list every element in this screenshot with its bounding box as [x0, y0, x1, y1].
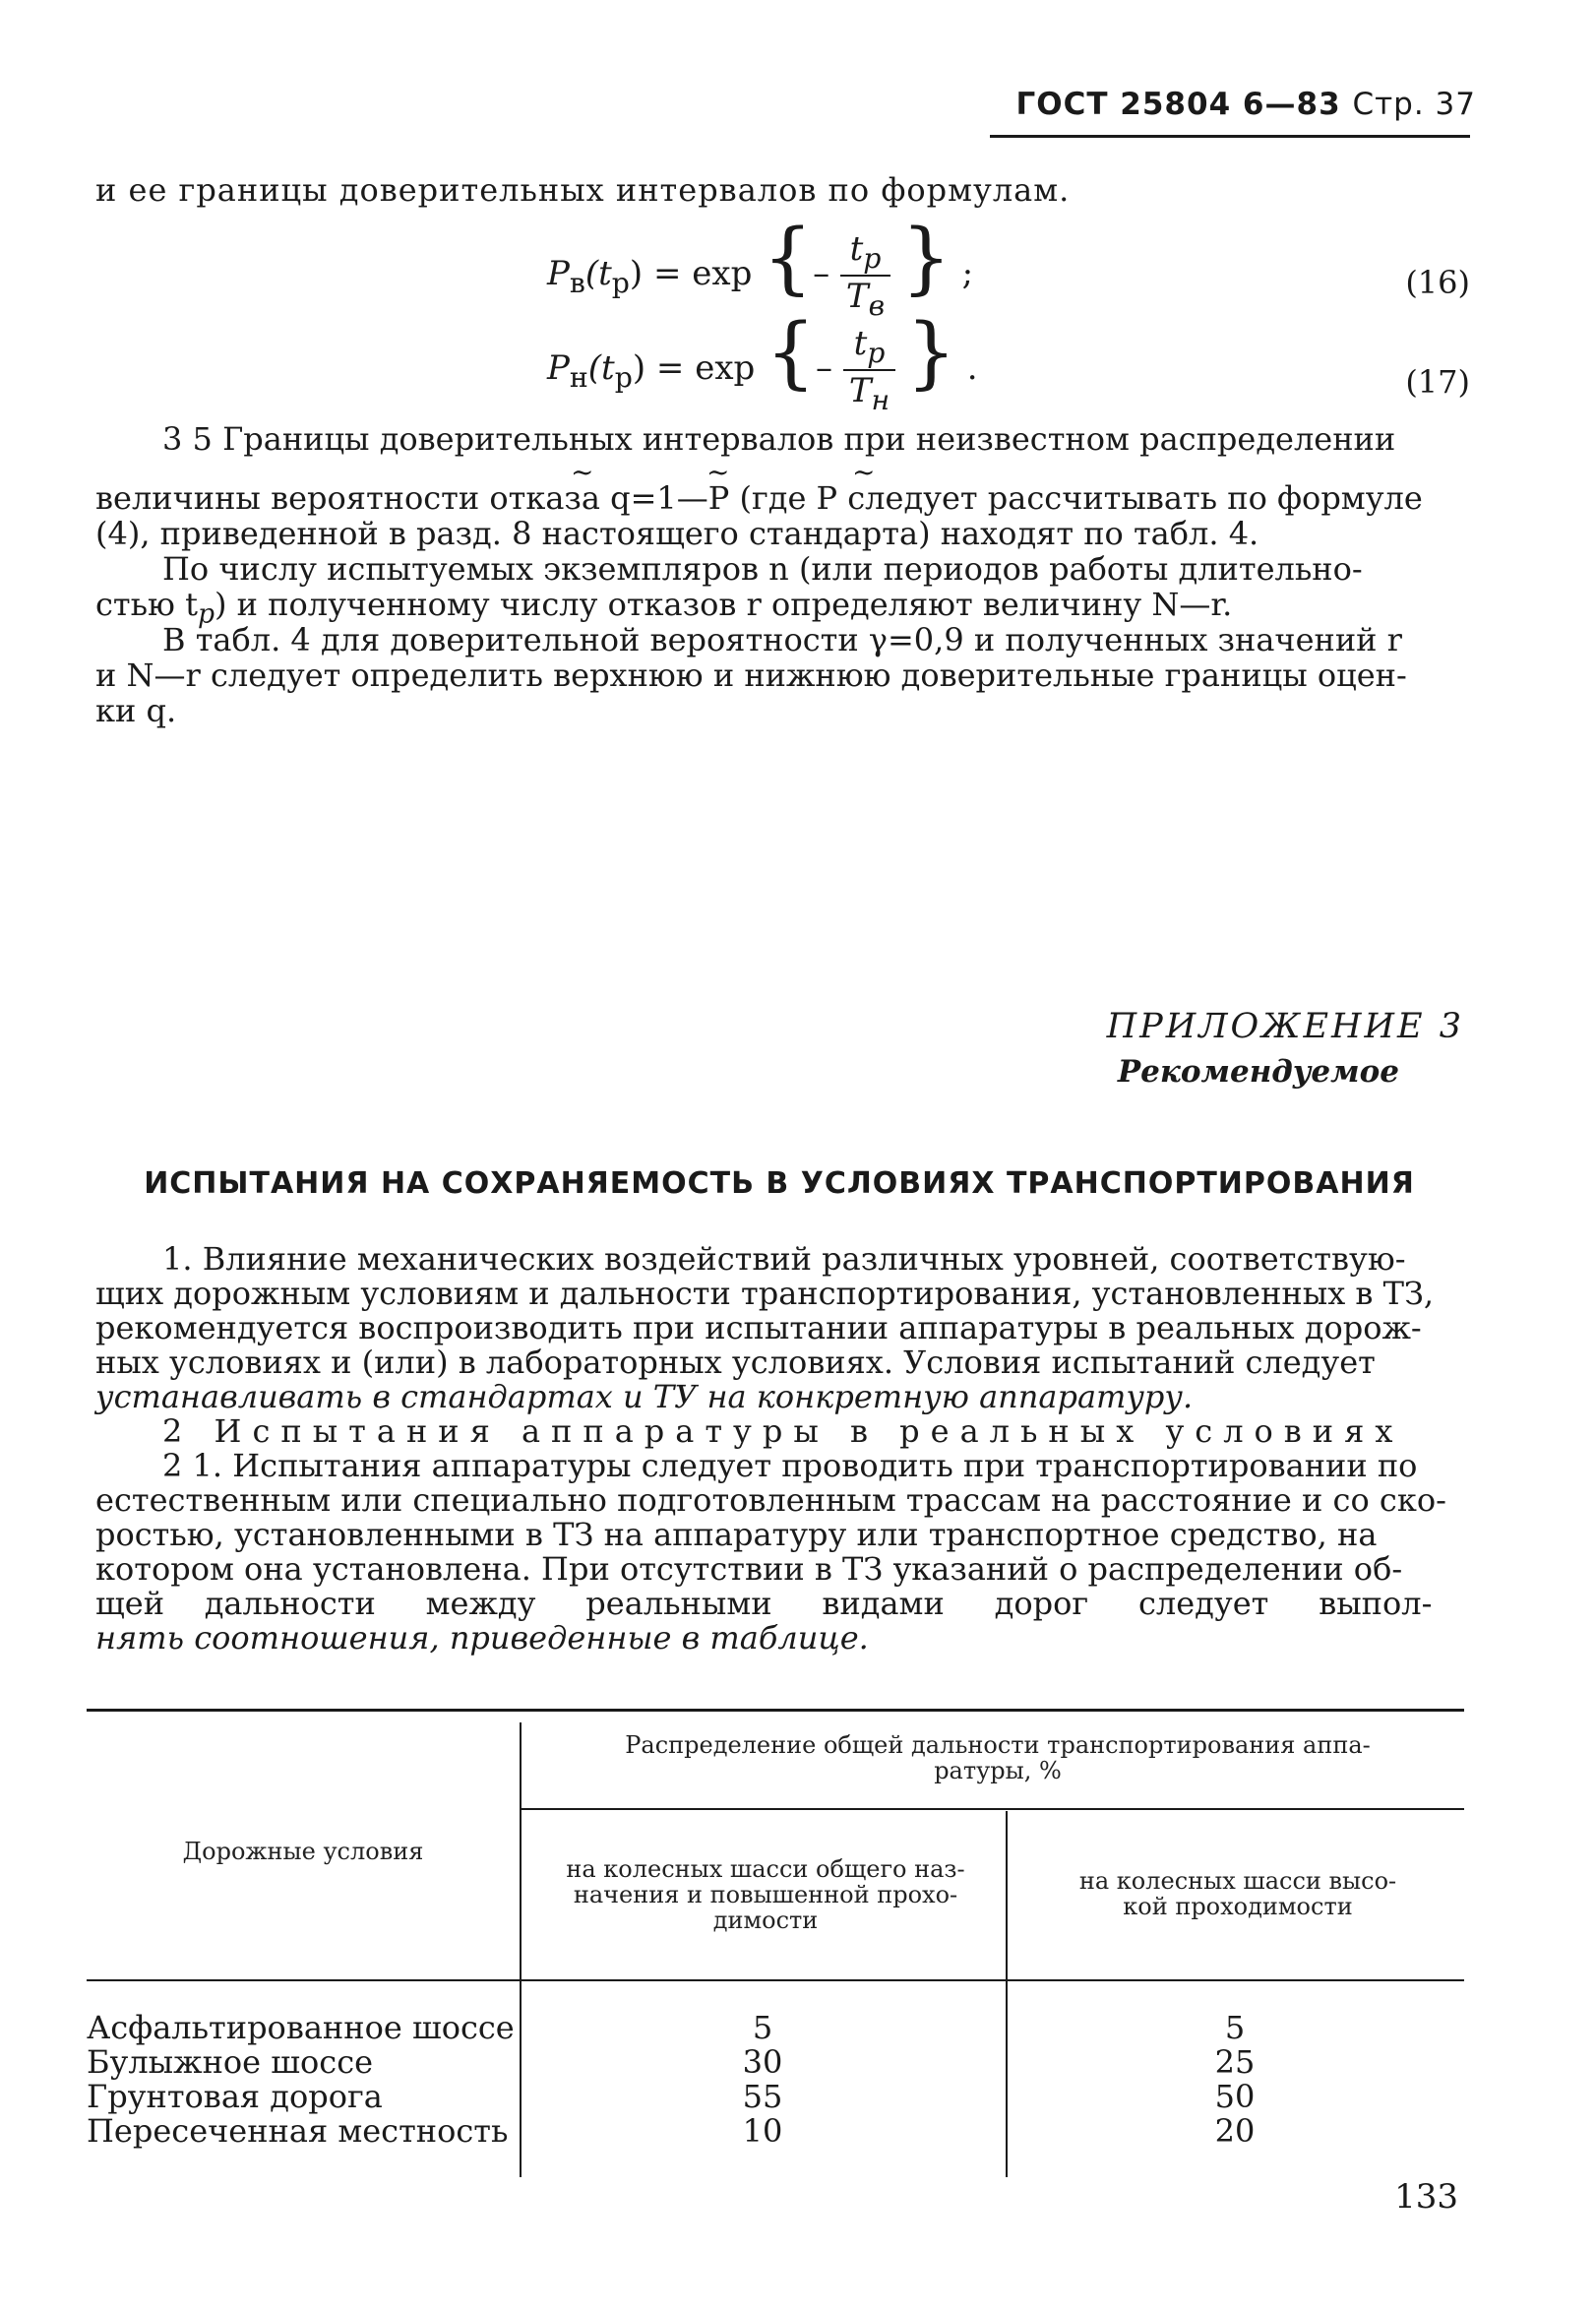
formula-16: $P_в(t_р) = \exp$ {– $\frac{t_р}{T_в}$ } ;	[547, 212, 974, 322]
section-35-line-2: величины вероятности отказа q=1—P (где P следует рассчитывать по формуле	[95, 479, 1423, 517]
table-col-header-conditions: Дорожные условия	[182, 1838, 424, 1865]
table-row	[87, 2011, 1464, 2045]
page-number: 133	[1394, 2177, 1458, 2217]
tilde-mark: ~	[852, 456, 876, 488]
table-top-rule	[87, 1709, 1464, 1712]
formula-16-lhs-sub: в	[569, 266, 585, 299]
table-body	[87, 2011, 1464, 2149]
formula-16-number: (16)	[1405, 264, 1470, 301]
section-35-line-7: и N—r следует определить верхнюю и нижнюю доверительные границы оцен-	[95, 656, 1407, 694]
formula-17-number: (17)	[1405, 363, 1470, 401]
section-35-line-4: По числу испытуемых экземпляров n (или периодов работы длительно-	[162, 550, 1363, 588]
formula-17-arg: (t	[587, 348, 615, 388]
table-col-header-high-line-2: кой проходимости	[1123, 1893, 1353, 1920]
table-cell-condition: Асфальтированное шоссе	[87, 2009, 515, 2046]
table-cell-general: 55	[742, 2078, 783, 2115]
formula-17-eq: ) = exp	[632, 348, 756, 388]
formula-17-lhs: P	[547, 348, 570, 388]
formula-17: $P_н(t_р) = \exp$ {– $\frac{t_р}{T_н}$ } .	[547, 306, 978, 416]
table-row	[87, 2080, 1464, 2114]
body-line-11: щей дальности между реальными видами дорог следует выпол-	[95, 1585, 1433, 1622]
formula-17-arg-sub: р	[614, 360, 633, 394]
table-row	[87, 2045, 1464, 2080]
page-label: Стр. 37	[1352, 87, 1476, 122]
section-35-line-3: (4), приведенной в разд. 8 настоящего стандарта) находят по табл. 4.	[95, 515, 1259, 552]
body-line-1: 1. Влияние механических воздействий различных уровней, соответствую-	[162, 1240, 1406, 1278]
table-col-header-general-line-1: на колесных шасси общего наз-	[566, 1855, 965, 1883]
table-cell-high: 25	[1214, 2043, 1256, 2081]
table-group-header-line-1: Распределение общей дальности транспортирования аппа-	[625, 1731, 1371, 1759]
section-35-line-5: стью $t_р$) и полученному числу отказов r определяют величину N—r.	[95, 586, 1233, 630]
formula-16-arg-sub: р	[611, 266, 630, 299]
body-line-4: ных условиях и (или) в лабораторных условиях. Условия испытаний следует	[95, 1344, 1376, 1381]
table-row	[87, 2114, 1464, 2149]
running-header	[1016, 87, 1477, 122]
table-cell-high: 50	[1214, 2078, 1256, 2115]
formula-16-tail: ;	[961, 254, 974, 293]
table-cell-general: 5	[752, 2009, 773, 2046]
table-header-rule	[87, 1979, 1464, 1981]
table-group-rule	[520, 1808, 1464, 1810]
table-col-header-general	[525, 1856, 1006, 1933]
header-rule	[990, 135, 1470, 138]
body-line-8: естественным или специально подготовленным трассам на расстояние и со ско-	[95, 1481, 1446, 1519]
section-35-line-6: В табл. 4 для доверительной вероятности γ=0,9 и полученных значений r	[162, 621, 1402, 658]
table-cell-condition: Пересеченная местность	[87, 2112, 509, 2150]
section-heading: ИСПЫТАНИЯ НА СОХРАНЯЕМОСТЬ В УСЛОВИЯХ ТРАНСПОРТИРОВАНИЯ	[144, 1166, 1415, 1201]
table-col-header-high	[1012, 1868, 1464, 1919]
formula-16-eq: ) = exp	[629, 254, 753, 293]
table-cell-high: 20	[1214, 2112, 1256, 2150]
table-group-header-line-2: ратуры, %	[934, 1757, 1062, 1784]
body-line-6: 2 Испытания аппаратуры в реальных условиях	[162, 1412, 1404, 1450]
body-line-12: нять соотношения, приведенные в таблице.	[95, 1619, 869, 1657]
formula-17-fraction: $\frac{t_р}{T_н}$	[843, 324, 895, 416]
table-cell-general: 10	[742, 2112, 783, 2150]
formula-17-lhs-sub: н	[569, 360, 588, 394]
body-line-7: 2 1. Испытания аппаратуры следует проводить при транспортировании по	[162, 1447, 1418, 1484]
table-group-header	[531, 1732, 1464, 1783]
body-line-10: котором она установлена. При отсутствии в ТЗ указаний о распределении об-	[95, 1550, 1403, 1588]
table-cell-high: 5	[1224, 2009, 1246, 2046]
intro-line: и ее границы доверительных интервалов по формулам.	[95, 171, 1071, 209]
body-line-5: устанавливать в стандартах и ТУ на конкретную аппаратуру.	[95, 1378, 1194, 1415]
table-cell-condition: Булыжное шоссе	[87, 2043, 374, 2081]
formula-16-arg: (t	[584, 254, 612, 293]
table-col-header-general-line-2: начения и повышенной прохо-	[573, 1881, 958, 1908]
section-35-line-8: ки q.	[95, 692, 177, 729]
appendix-status: Рекомендуемое	[1117, 1054, 1399, 1090]
tilde-mark: ~	[571, 456, 594, 488]
table-col-header-general-line-3: димости	[712, 1907, 819, 1934]
tilde-mark: ~	[706, 456, 730, 488]
table-col-header-high-line-1: на колесных шасси высо-	[1078, 1867, 1397, 1895]
formula-16-lhs: P	[547, 254, 570, 293]
body-line-2: щих дорожным условиям и дальности транспортирования, установленных в ТЗ,	[95, 1275, 1435, 1312]
table-cell-general: 30	[742, 2043, 783, 2081]
body-line-9: ростью, установленными в ТЗ на аппаратуру или транспортное средство, на	[95, 1516, 1378, 1553]
formula-16-fraction: $\frac{t_р}{T_в}$	[840, 229, 890, 322]
body-line-3: рекомендуется воспроизводить при испытании аппаратуры в реальных дорож-	[95, 1309, 1422, 1346]
section-35-line-1: 3 5 Границы доверительных интервалов при неизвестном распределении	[162, 420, 1396, 458]
appendix-title: ПРИЛОЖЕНИЕ 3	[1106, 1007, 1464, 1046]
table-cell-condition: Грунтовая дорога	[87, 2078, 383, 2115]
standard-code: ГОСТ 25804 6—83	[1015, 87, 1341, 122]
formula-17-tail: .	[966, 348, 978, 388]
